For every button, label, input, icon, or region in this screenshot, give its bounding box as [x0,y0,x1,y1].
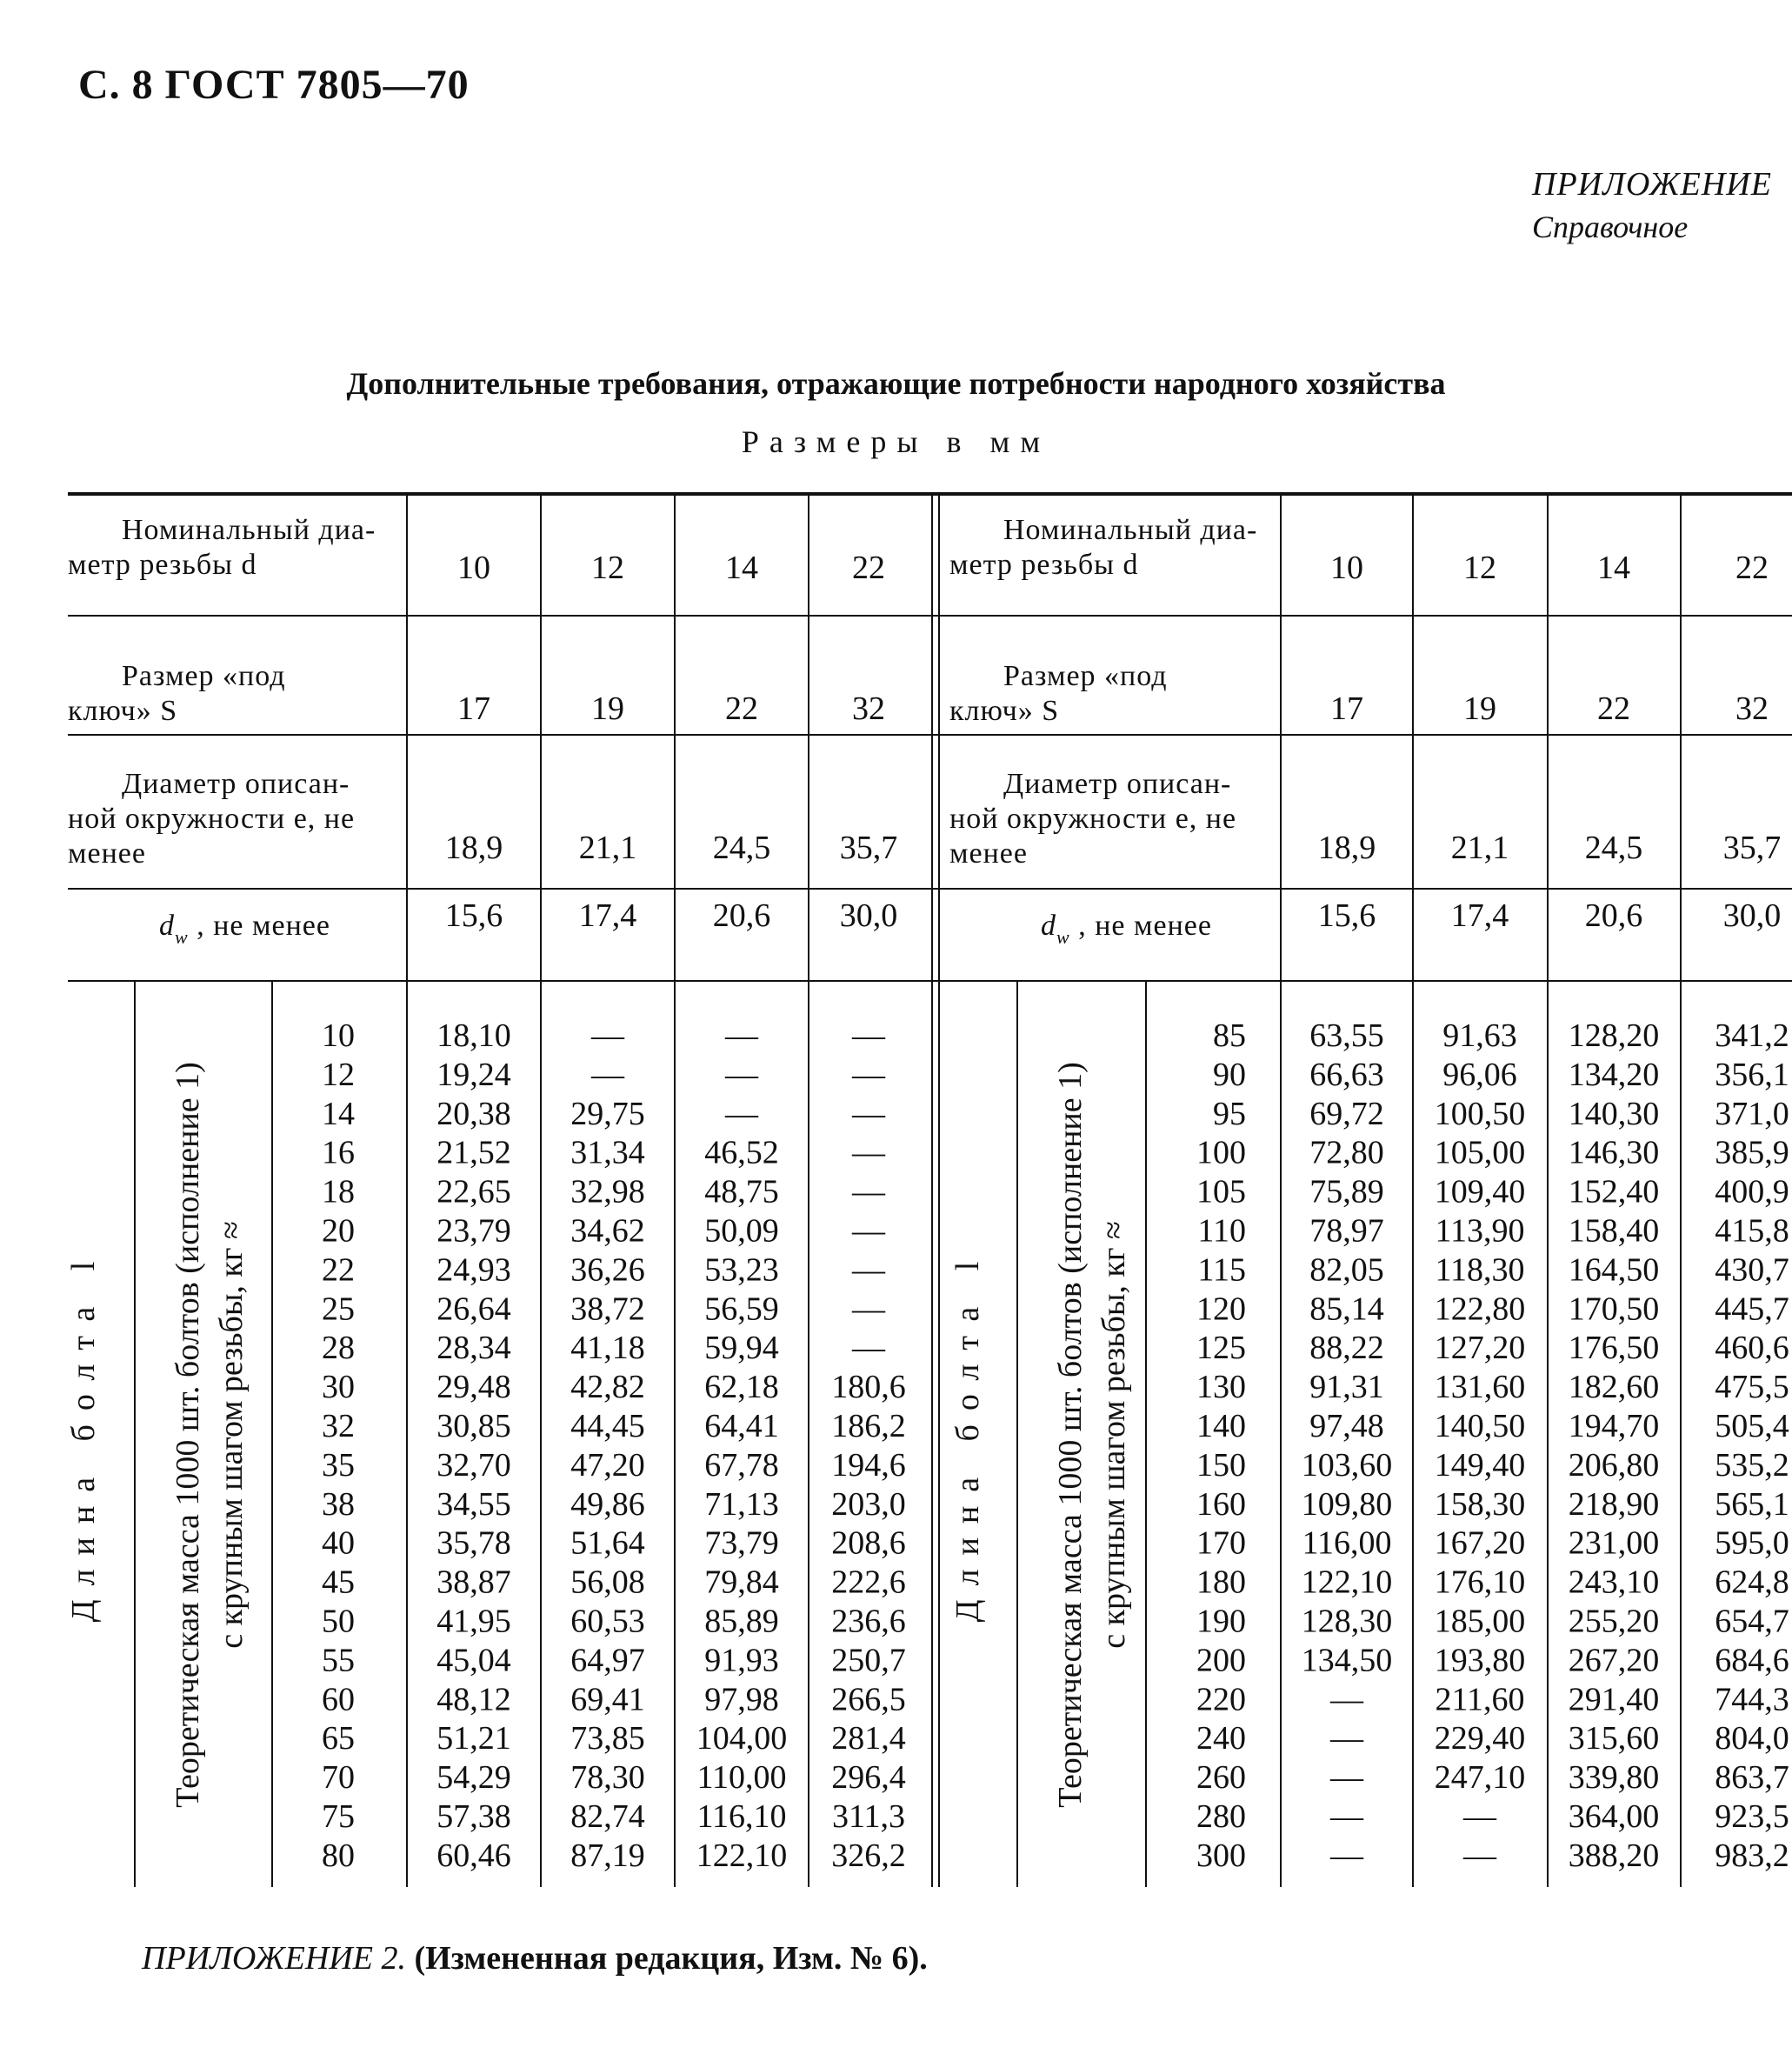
right-mass-value: 475,5 [1715,1369,1789,1406]
left-mass-value: 311,3 [831,1798,906,1835]
left-mass-value: 48,12 [436,1681,511,1718]
right-mass-label-line2: с крупным шагом резьбы, кг ≈ [1096,1221,1132,1649]
right-mass-value: 116,00 [1302,1524,1392,1562]
right-mass-value: 535,2 [1715,1446,1789,1484]
left-mass-value: — [725,1095,758,1132]
right-bolt-length-value: 180 [1196,1564,1246,1601]
right-label-nominal-diameter: Номинальный диа- [1003,514,1258,546]
right-header-e-value: 18,9 [1317,830,1376,866]
left-table-block [65,514,906,1874]
left-mass-value: — [591,1017,624,1054]
right-mass-value: 128,20 [1568,1017,1660,1054]
left-bolt-length-value: 28 [322,1330,355,1367]
right-mass-value: 565,1 [1715,1485,1789,1523]
right-mass-value: 339,80 [1568,1759,1660,1797]
right-mass-value: — [1330,1759,1363,1797]
left-mass-value: 64,97 [570,1642,645,1679]
right-mass-value: 194,70 [1568,1408,1660,1444]
right-bolt-length-value: 130 [1196,1369,1246,1406]
right-mass-value: 804,0 [1715,1720,1789,1757]
left-bolt-length-value: 22 [322,1251,355,1289]
right-bolt-length-value: 260 [1196,1759,1246,1797]
right-bolt-length-value: 220 [1196,1681,1246,1718]
right-mass-value: 82,05 [1309,1251,1384,1289]
right-mass-value: 460,6 [1715,1330,1789,1367]
left-label-circ-diameter: Диаметр описан- [122,768,350,800]
right-mass-value: 105,00 [1434,1134,1526,1171]
left-bolt-length-value: 18 [322,1173,355,1210]
left-mass-value: 41,95 [436,1603,511,1640]
left-mass-value: 85,89 [704,1603,779,1640]
left-mass-value: — [852,1173,885,1210]
left-mass-label-line2: с крупным шагом резьбы, кг ≈ [213,1221,250,1649]
right-mass-value: 167,20 [1434,1524,1526,1562]
left-mass-value: 186,2 [831,1408,906,1444]
left-mass-value: 222,6 [831,1564,906,1601]
left-bolt-length-value: 32 [322,1408,355,1444]
right-mass-value: 140,50 [1434,1408,1526,1444]
right-mass-value: 231,00 [1568,1524,1660,1562]
right-label-key-size: Размер «под [1003,660,1168,692]
dw-subscript: w [175,926,189,948]
right-mass-value: 91,31 [1309,1369,1384,1406]
left-mass-value: 180,6 [831,1369,906,1406]
dw-suffix: , не менее [1069,910,1212,942]
left-mass-value: 29,75 [570,1095,645,1132]
right-mass-value: — [1463,1798,1496,1835]
left-header-d-value: 14 [725,550,758,586]
left-mass-value: — [852,1095,885,1132]
left-mass-value: 56,08 [570,1564,645,1601]
right-mass-value: 364,00 [1568,1798,1660,1835]
right-mass-value: 109,80 [1301,1485,1393,1523]
left-mass-value: 38,87 [436,1564,511,1601]
left-mass-value: — [591,1056,624,1093]
right-mass-value: — [1330,1798,1363,1835]
left-bolt-length-value: 40 [322,1524,355,1562]
left-bolt-length-value: 70 [322,1759,355,1797]
left-mass-value: 59,94 [704,1330,779,1367]
right-mass-value: 113,90 [1435,1212,1525,1250]
right-mass-value: 684,6 [1715,1642,1789,1679]
left-mass-value: 64,41 [704,1408,779,1444]
units-caption: Размеры в мм [741,424,1051,459]
left-bolt-length-value: 38 [322,1485,355,1523]
left-mass-value: 57,38 [436,1798,511,1835]
left-bolt-length-value: 50 [322,1603,355,1640]
right-mass-value: — [1330,1720,1363,1757]
right-header-dw-value: 30,0 [1722,897,1782,934]
right-bolt-length-value: 120 [1196,1290,1246,1328]
footer-revision: (Измененная редакция, Изм. № 6). [405,1940,928,1977]
left-mass-value: 47,20 [570,1446,645,1484]
left-mass-value: 34,62 [570,1212,645,1250]
right-mass-value: 211,60 [1435,1681,1525,1718]
left-mass-value: 35,78 [436,1524,511,1562]
right-mass-value: 103,60 [1301,1446,1393,1484]
left-mass-value: 51,21 [436,1720,511,1757]
left-mass-value: 50,09 [704,1212,779,1250]
left-mass-value: 110,00 [696,1759,787,1797]
left-mass-value: 26,64 [436,1290,511,1328]
right-bolt-length-value: 100 [1196,1134,1246,1171]
left-bolt-length-value: 35 [322,1446,355,1484]
left-mass-value: — [852,1290,885,1328]
right-mass-value: 229,40 [1434,1720,1526,1757]
left-bolt-length-value: 14 [322,1095,355,1132]
right-mass-value: 218,90 [1568,1485,1660,1523]
right-bolt-length-value: 105 [1196,1173,1246,1210]
right-label-key-size: ключ» S [949,695,1060,727]
left-header-S-value: 19 [591,690,624,727]
right-bolt-length-value: 95 [1213,1095,1246,1132]
left-mass-value: 41,18 [570,1330,645,1367]
left-mass-value: — [725,1017,758,1054]
right-label-circ-diameter: Диаметр описан- [1003,768,1232,800]
left-mass-value: — [852,1212,885,1250]
footer-appendix-ref: ПРИЛОЖЕНИЕ 2. [142,1940,406,1977]
right-mass-value: 415,8 [1715,1212,1789,1250]
right-mass-value: 430,7 [1715,1251,1789,1289]
right-mass-value: 445,7 [1715,1290,1789,1328]
left-label-circ-diameter: менее [68,837,146,870]
right-mass-value: 134,50 [1301,1642,1393,1679]
left-mass-value: — [852,1017,885,1054]
right-mass-value: 75,89 [1309,1173,1384,1210]
right-mass-value: 176,50 [1568,1330,1660,1367]
left-header-dw-value: 17,4 [578,897,637,934]
right-mass-value: 371,0 [1715,1095,1789,1132]
left-mass-value: 116,10 [696,1798,787,1835]
right-mass-value: 182,60 [1568,1369,1660,1406]
left-bolt-length-value: 30 [322,1369,355,1406]
left-mass-value: 30,85 [436,1408,511,1444]
left-bolt-length-value: 75 [322,1798,355,1835]
right-mass-value: 152,40 [1568,1173,1660,1210]
dw-suffix: , не менее [188,910,330,942]
left-bolt-length-label: Длина болта l [65,1247,102,1623]
left-mass-value: 18,10 [436,1017,511,1054]
left-bolt-length-value: 16 [322,1134,355,1171]
right-mass-value: 69,72 [1309,1095,1384,1132]
left-mass-value: 51,64 [570,1524,645,1562]
right-mass-value: 243,10 [1568,1564,1660,1601]
left-mass-value: 38,72 [570,1290,645,1328]
right-mass-value: 72,80 [1309,1134,1384,1171]
left-mass-value: 67,78 [704,1446,779,1484]
left-mass-value: 79,84 [704,1564,779,1601]
left-bolt-length-value: 25 [322,1290,355,1328]
left-bolt-length-value: 80 [322,1837,355,1874]
right-mass-value: 97,48 [1309,1408,1384,1444]
left-mass-value: 19,24 [436,1056,511,1093]
right-header-d-value: 12 [1463,550,1496,586]
left-mass-value: 71,13 [704,1485,779,1523]
right-header-e-value: 35,7 [1722,830,1782,866]
left-mass-value: 23,79 [436,1212,511,1250]
right-header-S-value: 17 [1330,690,1363,727]
left-header-d-value: 10 [457,550,490,586]
dw-subscript: w [1056,926,1070,948]
right-mass-value: 863,7 [1715,1759,1789,1797]
right-mass-value: 170,50 [1568,1290,1660,1328]
page-header: С. 8 ГОСТ 7805—70 [78,62,470,108]
right-mass-value: 63,55 [1309,1017,1384,1054]
left-mass-value: 60,46 [436,1837,511,1874]
right-mass-value: 624,8 [1715,1564,1789,1601]
appendix-type: Справочное [1532,210,1689,244]
right-bolt-length-value: 190 [1196,1603,1246,1640]
footer-note [142,1939,928,1977]
left-header-S-value: 17 [457,690,490,727]
left-mass-value: 62,18 [704,1369,779,1406]
right-mass-value: 134,20 [1568,1056,1660,1093]
left-header-e-value: 18,9 [444,830,503,866]
left-mass-value: 78,30 [570,1759,645,1797]
right-mass-value: 206,80 [1568,1446,1660,1484]
left-mass-value: 28,34 [436,1330,511,1367]
right-bolt-length-value: 115 [1197,1251,1246,1289]
right-bolt-length-value: 170 [1196,1524,1246,1562]
right-mass-value: 158,30 [1434,1485,1526,1523]
left-header-d-value: 12 [591,550,624,586]
right-mass-value: 118,30 [1435,1251,1525,1289]
left-label-nominal-diameter: Номинальный диа- [122,514,376,546]
right-label-nominal-diameter: метр резьбы d [949,549,1139,581]
right-mass-value: 176,10 [1434,1564,1526,1601]
right-header-S-value: 22 [1597,690,1630,727]
right-header-S-value: 19 [1463,690,1496,727]
left-mass-value: 32,98 [570,1173,645,1210]
right-mass-value: 109,40 [1434,1173,1526,1210]
right-mass-label-line1: Теоретическая масса 1000 шт. болтов (исполнение 1) [1052,1062,1089,1808]
left-bolt-length-value: 10 [322,1017,355,1054]
left-bolt-length-value: 60 [322,1681,355,1718]
right-mass-value: 595,0 [1715,1524,1789,1562]
right-mass-value: 96,06 [1442,1056,1517,1093]
left-bolt-length-value: 45 [322,1564,355,1601]
right-mass-value: 255,20 [1568,1603,1660,1640]
right-mass-value: 128,30 [1301,1603,1393,1640]
left-mass-value: 56,59 [704,1290,779,1328]
right-mass-value: 341,2 [1715,1017,1789,1054]
right-mass-value: 66,63 [1309,1056,1384,1093]
left-bolt-length-value: 65 [322,1720,355,1757]
right-header-dw-value: 17,4 [1450,897,1509,934]
left-mass-value: 73,85 [570,1720,645,1757]
right-mass-value: 983,2 [1715,1837,1789,1874]
left-mass-value: 53,23 [704,1251,779,1289]
left-mass-value: 60,53 [570,1603,645,1640]
right-bolt-length-value: 240 [1196,1720,1246,1757]
right-mass-value: 923,5 [1715,1798,1789,1835]
left-mass-value: 29,48 [436,1369,511,1406]
dw-symbol: d [159,910,175,942]
left-mass-value: 296,4 [831,1759,906,1797]
left-header-S-value: 32 [852,690,885,727]
right-mass-value: 131,60 [1434,1369,1526,1406]
right-mass-value: 91,63 [1442,1017,1517,1054]
left-mass-value: — [852,1134,885,1171]
left-mass-value: 104,00 [696,1720,788,1757]
right-mass-value: 505,4 [1715,1408,1789,1444]
right-mass-value: 185,00 [1434,1603,1526,1640]
right-mass-value: 193,80 [1434,1642,1526,1679]
left-mass-label-line1: Теоретическая масса 1000 шт. болтов (исполнение 1) [170,1062,206,1808]
left-mass-value: 22,65 [436,1173,511,1210]
left-header-e-value: 21,1 [578,830,637,866]
left-header-d-value: 22 [852,550,885,586]
left-header-dw-value: 20,6 [712,897,771,934]
left-label-nominal-diameter: метр резьбы d [68,549,257,581]
left-mass-value: 203,0 [831,1485,906,1523]
right-label-dw [1041,910,1212,948]
left-mass-value: 266,5 [831,1681,906,1718]
right-table-block [949,514,1789,1874]
left-mass-value: 194,6 [831,1446,906,1484]
right-mass-value: 149,40 [1434,1446,1526,1484]
right-bolt-length-value: 110 [1197,1212,1246,1250]
right-mass-value: 88,22 [1309,1330,1384,1367]
right-header-S-value: 32 [1735,690,1769,727]
left-mass-value: 31,34 [570,1134,645,1171]
left-mass-value: 36,26 [570,1251,645,1289]
left-mass-value: 122,10 [696,1837,788,1874]
right-mass-value: 164,50 [1568,1251,1660,1289]
left-mass-value: 45,04 [436,1642,511,1679]
right-mass-value: — [1330,1837,1363,1874]
right-mass-value: — [1330,1681,1363,1718]
left-mass-value: 34,55 [436,1485,511,1523]
left-bolt-length-value: 20 [322,1212,355,1250]
right-mass-value: 388,20 [1568,1837,1660,1874]
right-mass-value: 85,14 [1309,1290,1384,1328]
left-mass-value: 87,19 [570,1837,645,1874]
right-mass-value: 158,40 [1568,1212,1660,1250]
left-label-key-size: Размер «под [122,660,286,692]
left-bolt-length-value: 12 [322,1056,355,1093]
right-mass-value: 291,40 [1568,1681,1660,1718]
left-mass-value: 20,38 [436,1095,511,1132]
right-label-circ-diameter: ной окружности e, не [949,803,1237,835]
left-mass-value: 326,2 [831,1837,906,1874]
left-mass-value: 48,75 [704,1173,779,1210]
right-bolt-length-value: 150 [1196,1446,1246,1484]
left-mass-value: 24,93 [436,1251,511,1289]
left-label-circ-diameter: ной окружности e, не [68,803,356,835]
right-bolt-length-value: 85 [1213,1017,1246,1054]
right-bolt-length-value: 140 [1196,1408,1246,1444]
left-mass-value: 21,52 [436,1134,511,1171]
right-header-e-value: 21,1 [1450,830,1509,866]
left-mass-value: 49,86 [570,1485,645,1523]
left-mass-value: 236,6 [831,1603,906,1640]
right-mass-value: 100,50 [1434,1095,1526,1132]
right-mass-value: 356,1 [1715,1056,1789,1093]
left-mass-value: 82,74 [570,1798,645,1835]
right-mass-value: 654,7 [1715,1603,1789,1640]
right-bolt-length-value: 125 [1196,1330,1246,1367]
left-mass-value: 42,82 [570,1369,645,1406]
left-mass-value: 91,93 [704,1642,779,1679]
left-mass-value: 54,29 [436,1759,511,1797]
left-mass-value: 97,98 [704,1681,779,1718]
right-bolt-length-value: 160 [1196,1485,1246,1523]
left-header-dw-value: 30,0 [839,897,898,934]
left-mass-value: 44,45 [570,1408,645,1444]
left-bolt-length-value: 55 [322,1642,355,1679]
right-header-d-value: 10 [1330,550,1363,586]
right-mass-value: 267,20 [1568,1642,1660,1679]
right-mass-value: 400,9 [1715,1173,1789,1210]
dw-symbol: d [1041,910,1056,942]
right-bolt-length-value: 300 [1196,1837,1246,1874]
right-bolt-length-value: 280 [1196,1798,1246,1835]
right-mass-value: 247,10 [1434,1759,1526,1797]
left-mass-value: 250,7 [831,1642,906,1679]
left-mass-value: 46,52 [704,1134,779,1171]
left-header-e-value: 35,7 [839,830,898,866]
right-mass-value: 315,60 [1568,1720,1660,1757]
left-header-dw-value: 15,6 [444,897,503,934]
left-mass-value: — [852,1330,885,1367]
right-header-dw-value: 15,6 [1317,897,1376,934]
right-mass-value: 127,20 [1434,1330,1526,1367]
left-mass-value: 69,41 [570,1681,645,1718]
right-mass-value: 122,80 [1434,1290,1526,1328]
right-header-d-value: 14 [1597,550,1630,586]
left-label-dw [159,910,330,948]
left-mass-value: 208,6 [831,1524,906,1562]
left-mass-value: — [852,1251,885,1289]
left-header-e-value: 24,5 [712,830,771,866]
table-title: Дополнительные требования, отражающие потребности народного хозяйства [346,366,1446,401]
left-mass-value: 73,79 [704,1524,779,1562]
right-header-d-value: 22 [1735,550,1769,586]
right-mass-value: 385,9 [1715,1134,1789,1171]
left-mass-value: 281,4 [831,1720,906,1757]
right-bolt-length-value: 200 [1196,1642,1246,1679]
left-mass-value: — [725,1056,758,1093]
right-mass-value: 744,3 [1715,1681,1789,1718]
left-mass-value: — [852,1056,885,1093]
left-header-S-value: 22 [725,690,758,727]
right-mass-value: 122,10 [1301,1564,1393,1601]
right-bolt-length-label: Длина болта l [949,1247,986,1623]
left-label-key-size: ключ» S [68,695,178,727]
right-mass-value: 140,30 [1568,1095,1660,1132]
right-bolt-length-value: 90 [1213,1056,1246,1093]
right-header-dw-value: 20,6 [1584,897,1643,934]
appendix-label: ПРИЛОЖЕНИЕ [1532,166,1772,203]
right-mass-value: — [1463,1837,1496,1874]
right-mass-value: 146,30 [1568,1134,1660,1171]
right-header-e-value: 24,5 [1584,830,1643,866]
left-mass-value: 32,70 [436,1446,511,1484]
right-mass-value: 78,97 [1309,1212,1384,1250]
right-label-circ-diameter: менее [949,837,1028,870]
